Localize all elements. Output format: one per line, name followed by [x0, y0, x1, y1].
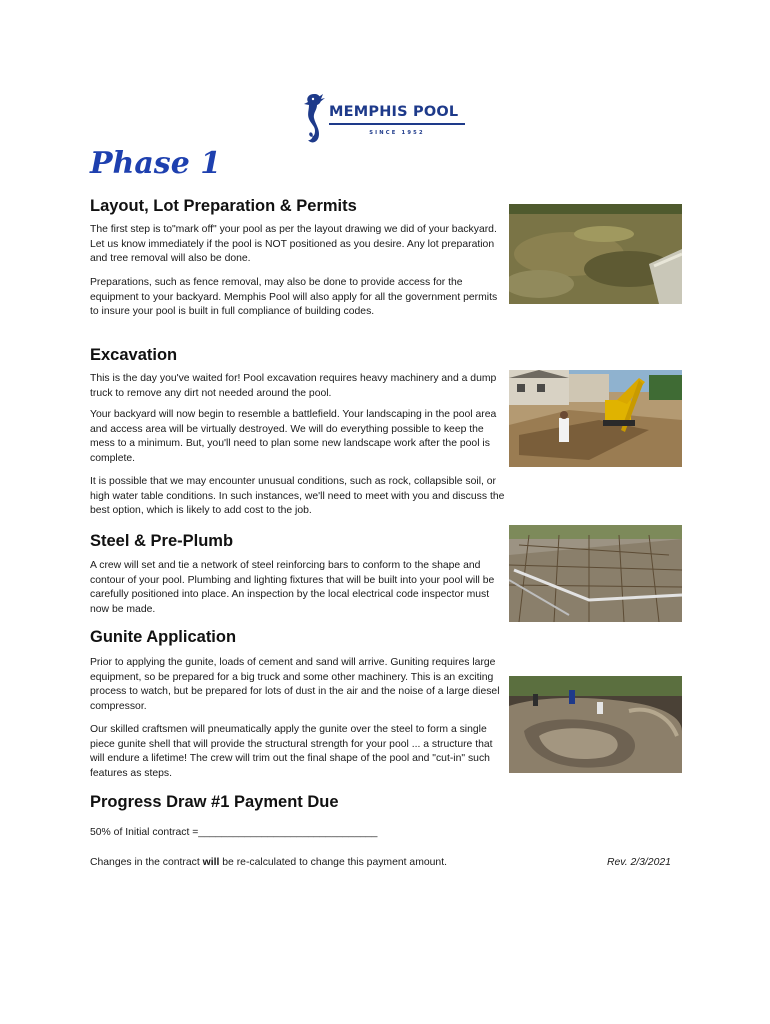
page-title: Phase 1	[90, 146, 222, 181]
payment-changes-note	[90, 857, 447, 868]
steel-plumb-paragraph: A crew will set and tie a network of steel reinforcing bars to conform to the shape and contour of your pool. Plumbing and lighting fixtures that will be built into your pool will be carefully positioned into place. An inspection by the local electrical code inspector must now be made.	[90, 560, 495, 615]
section-title-steel-plumb: Steel & Pre-Plumb	[90, 532, 234, 550]
section-title-progress-draw: Progress Draw #1 Payment Due	[90, 793, 339, 811]
steel-plumb-photo	[509, 525, 682, 622]
revision-date: Rev. 2/3/2021	[607, 857, 671, 868]
layout-paragraph-1: The first step is to"mark off" your pool as per the layout drawing we did of your backyard. Let us know immediately if the pool is NOT positioned as you desire. Any lot preparation and tree removal will also be done.	[90, 224, 497, 265]
changes-prefix: Changes in the contract	[90, 857, 203, 868]
logo-divider	[329, 123, 465, 125]
excavation-photo	[509, 370, 682, 467]
logo-tagline: SINCE 1952	[369, 130, 425, 136]
payment-line: 50% of Initial contract =_______________________________	[90, 827, 378, 838]
memphis-pool-logo	[300, 90, 475, 148]
section-title-layout: Layout, Lot Preparation & Permits	[90, 197, 357, 215]
section-title-excavation: Excavation	[90, 346, 178, 364]
logo-wordmark: MEMPHIS POOL	[329, 104, 459, 120]
changes-emphasis: will	[202, 857, 220, 868]
excavation-paragraph-2: Your backyard will now begin to resemble a battlefield. Your landscaping in the pool area and access area will be virtually destroyed. We will do everything possible to keep the mess to a minimum. But, you'll need to plan some new landscape work after the pool is complete.	[90, 409, 497, 464]
excavation-paragraph-3: It is possible that we may encounter unusual conditions, such as rock, collapsible soil, or high water table conditions. In such instances, we'll need to meet with you and discuss the best option, which is likely to add cost to the job.	[90, 476, 505, 517]
layout-paragraph-2: Preparations, such as fence removal, may also be done to provide access for the equipment to your backyard. Memphis Pool will also apply for all the government permits to insure your pool is built in full compliance of building codes.	[90, 277, 498, 318]
excavation-paragraph-1: This is the day you've waited for! Pool excavation requires heavy machinery and a dump truck to remove any dirt not needed around the pool.	[90, 373, 497, 399]
gunite-photo	[509, 676, 682, 773]
gunite-paragraph-2: Our skilled craftsmen will pneumatically apply the gunite over the steel to form a single piece gunite shell that will provide the structural strength for your pool ... a structure that will endure a lifetime! The crew will trim out the final shape of the pool and "cut-in" such features as steps.	[90, 724, 493, 779]
section-title-gunite: Gunite Application	[90, 628, 237, 646]
lot-preparation-photo	[509, 204, 682, 304]
changes-suffix: be re-calculated to change this payment amount.	[219, 857, 447, 868]
seahorse-icon	[300, 90, 328, 148]
gunite-paragraph-1: Prior to applying the gunite, loads of cement and sand will arrive. Guniting requires large equipment, so be prepared for a big truck and some other machinery. This is an exciting process to watch, but be prepared for lots of dust in the air and the noise of a large diesel compressor.	[90, 657, 500, 712]
